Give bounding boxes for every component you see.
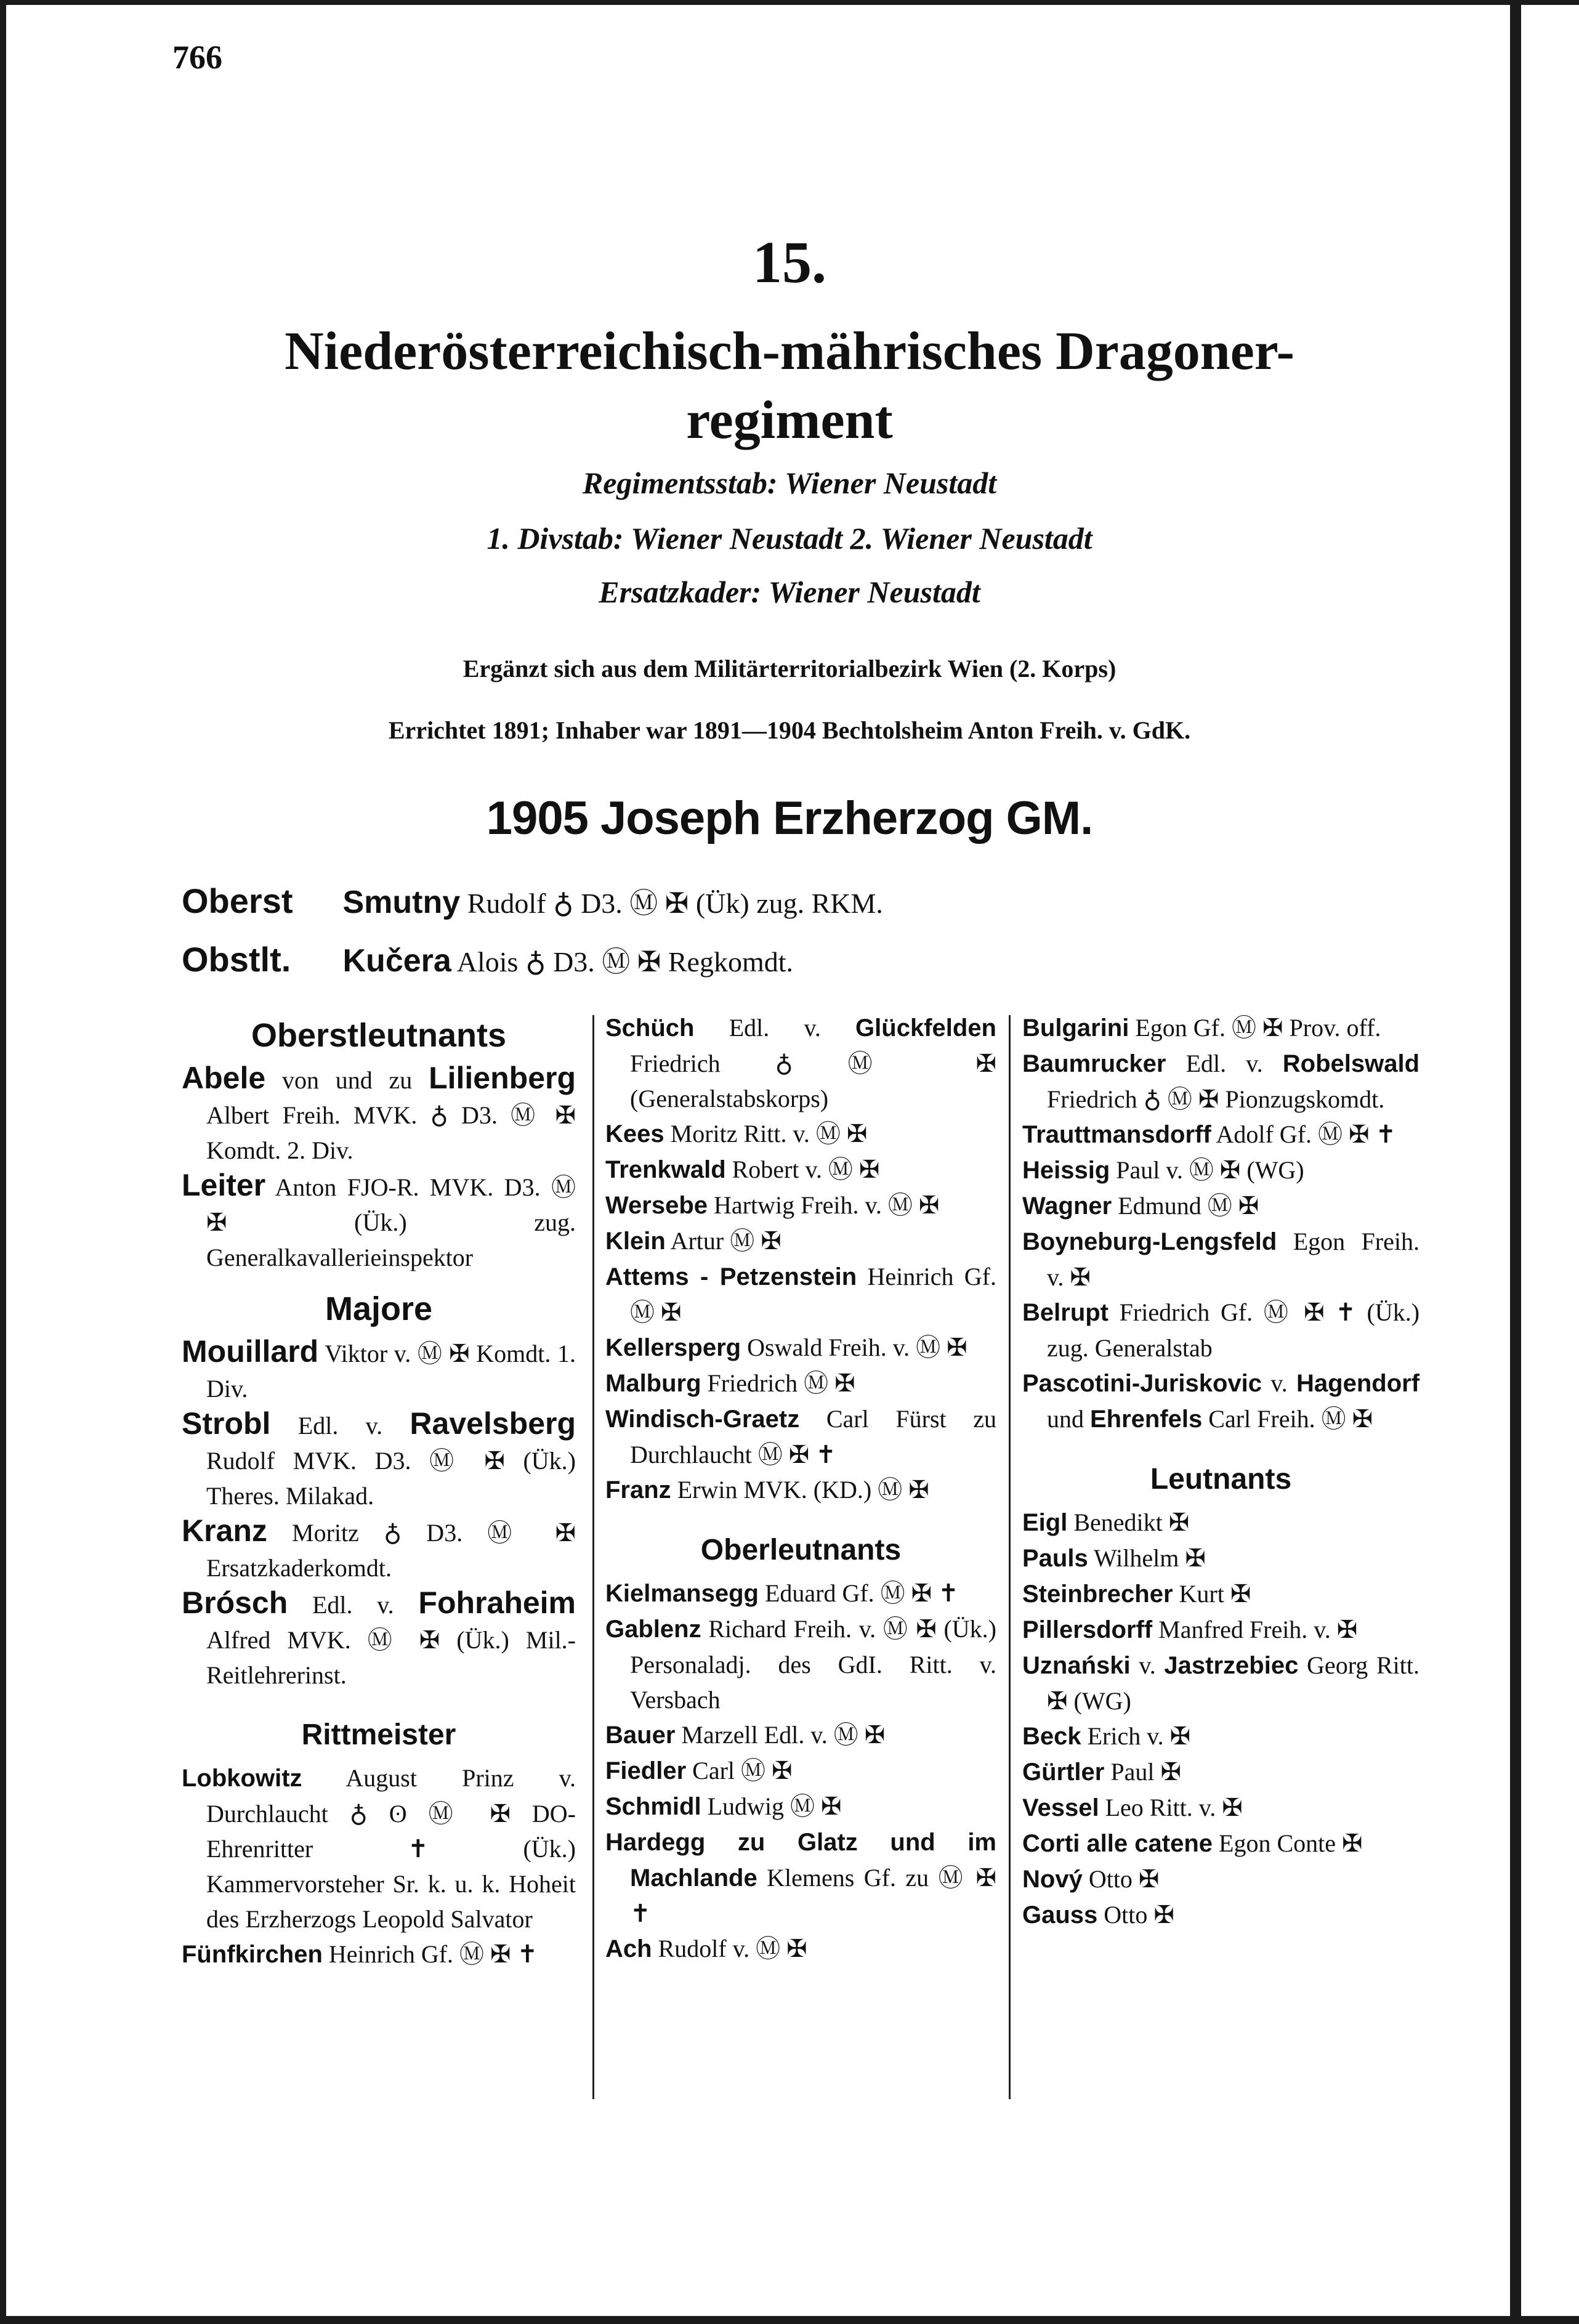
officer-entry: [1022, 1046, 1419, 1117]
commander-row: [182, 939, 793, 980]
officer-details: Moritz ♁ D3. Ⓜ ✠ Ersatzkaderkomdt.: [206, 1519, 576, 1582]
officer-details: Edl. v.: [1185, 1050, 1263, 1077]
section-heading-majore: Majore: [325, 1290, 433, 1327]
column-middle: [605, 1010, 996, 1967]
officer-name: Lobkowitz: [182, 1765, 302, 1792]
ersatzkader-line: Ersatzkader: Wiener Neustadt: [599, 575, 980, 609]
officer-entry: [1022, 1152, 1419, 1188]
officer-entry: [1022, 1117, 1419, 1152]
section-heading-oberstleutnants: Oberstleutnants: [251, 1017, 507, 1054]
officer-details: Edmund Ⓜ ✠: [1118, 1192, 1259, 1220]
page-number: 766: [172, 39, 222, 76]
officer-entry: [1022, 1188, 1419, 1224]
officer-entry: [605, 1789, 996, 1824]
officer-entry: [605, 1259, 996, 1330]
officer-entry: [605, 1611, 996, 1717]
officer-entry: [605, 1576, 996, 1611]
officer-details: Manfred Freih. v. ✠: [1158, 1616, 1358, 1643]
officer-entry: [182, 1513, 576, 1585]
officer-entry: [1022, 1754, 1419, 1790]
officer-name: Gürtler: [1022, 1759, 1105, 1786]
officer-name: Kellersperg: [605, 1334, 741, 1361]
officer-entry: [1022, 1010, 1419, 1046]
officer-name: Fohraheim: [418, 1585, 576, 1620]
regiment-number: 15.: [753, 229, 826, 295]
officer-name: Bulgarini: [1022, 1014, 1129, 1042]
officer-details: Edl. v.: [729, 1014, 821, 1042]
commander-row: [182, 881, 883, 921]
officer-details: und: [1047, 1405, 1084, 1433]
officer-name: Baumrucker: [1022, 1050, 1166, 1077]
officer-details: Artur Ⓜ ✠: [670, 1227, 781, 1255]
officer-entry: [605, 1116, 996, 1152]
officer-entry: [605, 1472, 996, 1508]
officer-name: Pillersdorff: [1022, 1616, 1153, 1643]
officer-name: Gablenz: [605, 1616, 701, 1643]
officer-name: Vessel: [1022, 1794, 1099, 1821]
officer-name: Schüch: [605, 1014, 695, 1042]
officer-details: Ludwig Ⓜ ✠: [707, 1792, 842, 1820]
officer-entry: [182, 1760, 576, 1937]
commander-rank: Oberst: [182, 881, 293, 920]
officer-entry: [605, 1824, 996, 1931]
officer-entry: [1022, 1826, 1419, 1861]
officer-details: Otto ✠: [1104, 1901, 1174, 1929]
officer-details: Friedrich ♁ Ⓜ ✠ (Generalstabskorps): [630, 1050, 996, 1112]
officer-name: Brósch: [182, 1585, 288, 1620]
commander-details: Rudolf ♁ D3. Ⓜ ✠ (Ük) zug. RKM.: [467, 888, 883, 919]
officer-name: Uznański: [1022, 1652, 1131, 1679]
regimentsstab-line: Regimentsstab: Wiener Neustadt: [582, 466, 997, 500]
officer-entry: [1022, 1790, 1419, 1826]
officer-details: Hartwig Freih. v. Ⓜ ✠: [714, 1191, 940, 1219]
officer-details: Moritz Ritt. v. Ⓜ ✠: [670, 1120, 868, 1148]
officer-name: Mouillard: [182, 1334, 319, 1369]
officer-details: Friedrich Ⓜ ✠: [707, 1369, 855, 1397]
title-line-1: Niederösterreichisch-mährisches Dragoner-: [285, 322, 1294, 381]
officer-details: Rudolf v. Ⓜ ✠: [658, 1935, 807, 1962]
officer-entry: [605, 1717, 996, 1753]
officer-name: Pascotini-Juriskovic: [1022, 1370, 1262, 1397]
errichtet-line: Errichtet 1891; Inhaber war 1891—1904 Bechtolsheim Anton Freih. v. GdK.: [388, 716, 1191, 744]
officer-details: Alfred MVK. Ⓜ ✠ (Ük.) Mil.-Reitlehrerinst.: [206, 1626, 576, 1689]
officer-details: Friedrich Gf. Ⓜ ✠ ✝ (Ük.) zug. Generalstab: [1047, 1298, 1420, 1362]
officer-name: Corti alle catene: [1022, 1830, 1213, 1857]
officer-details: Kurt ✠: [1179, 1580, 1251, 1608]
officer-name: Kielmansegg: [605, 1580, 759, 1607]
officer-details: Erwin MVK. (KD.) Ⓜ ✠: [677, 1476, 929, 1504]
officer-name: Ach: [605, 1935, 652, 1962]
officer-entry: [1022, 1224, 1419, 1295]
officer-entry: [1022, 1719, 1419, 1754]
officer-name: Franz: [605, 1476, 671, 1504]
officer-entry: [1022, 1861, 1419, 1897]
officer-name: Bauer: [605, 1722, 676, 1749]
officer-details: August Prinz v. Durchlaucht ♁ ʘ Ⓜ ✠ DO-Ehrenritter ✝ (Ük.) Kammervorsteher Sr. k. u. k. Hoheit des Erzherzogs Leopold Salvator: [206, 1764, 576, 1933]
commander-rank: Obstlt.: [182, 940, 291, 979]
officer-details: Oswald Freih. v. Ⓜ ✠: [747, 1334, 967, 1361]
title-line-2: regiment: [686, 391, 893, 450]
regiment-title: [0, 317, 1579, 455]
officer-name: Trauttmansdorff: [1022, 1121, 1211, 1148]
officer-details: Paul ✠: [1110, 1758, 1181, 1786]
officer-entry: [182, 1937, 576, 1972]
officer-name: Belrupt: [1022, 1299, 1109, 1326]
officer-details: Carl Ⓜ ✠: [692, 1757, 793, 1784]
officer-entry: [605, 1753, 996, 1789]
officer-details: Richard Freih. v. Ⓜ ✠ (Ük.) Personaladj. des GdI. Ritt. v. Versbach: [630, 1615, 997, 1714]
officer-details: von und zu: [281, 1066, 413, 1094]
section-heading-leutnants: Leutnants: [1150, 1463, 1292, 1496]
officer-name: Jastrzebiec: [1164, 1652, 1299, 1679]
officer-entry: [1022, 1366, 1419, 1437]
officer-name: Hagendorf: [1296, 1370, 1420, 1397]
officer-details: v.: [1270, 1369, 1288, 1397]
officer-details: Heinrich Gf. Ⓜ ✠: [630, 1263, 997, 1326]
section-heading-rittmeister: Rittmeister: [301, 1719, 456, 1751]
officer-details: Albert Freih. MVK. ♁ D3. Ⓜ ✠ Komdt. 2. Div.: [206, 1101, 576, 1164]
column-left: [182, 1010, 576, 1972]
officer-details: Wilhelm ✠: [1094, 1544, 1206, 1572]
officer-details: Carl Fürst zu Durchlaucht Ⓜ ✠ ✝: [630, 1405, 997, 1468]
officer-entry: [1022, 1505, 1419, 1541]
scan-border-top: [0, 0, 1579, 5]
officer-name: Boyneburg-Lengsfeld: [1022, 1228, 1277, 1255]
officer-name: Ravelsberg: [410, 1406, 576, 1441]
officer-details: Georg Ritt. ✠ (WG): [1047, 1651, 1420, 1715]
officer-name: Trenkwald: [605, 1156, 726, 1183]
officer-details: Egon Conte ✠: [1219, 1829, 1363, 1857]
officer-details: Edl. v.: [312, 1591, 394, 1619]
officer-name: Klein: [605, 1228, 666, 1255]
officer-details: Benedikt ✠: [1073, 1508, 1190, 1536]
officer-entry: [1022, 1648, 1419, 1719]
officer-entry: [1022, 1897, 1419, 1933]
officer-name: Malburg: [605, 1370, 701, 1397]
ergaenzt-line: Ergänzt sich aus dem Militärterritorialbezirk Wien (2. Korps): [462, 655, 1117, 682]
officer-name: Leiter: [182, 1168, 266, 1202]
officer-name: Lilienberg: [429, 1061, 576, 1095]
officer-details: Adolf Gf. Ⓜ ✠ ✝: [1216, 1120, 1397, 1148]
officer-details: Rudolf MVK. D3. Ⓜ ✠ (Ük.) Theres. Milakad.: [206, 1447, 576, 1510]
officer-details: Marzell Edl. v. Ⓜ ✠: [681, 1721, 886, 1749]
officer-details: Eduard Gf. Ⓜ ✠ ✝: [764, 1579, 959, 1607]
officer-name: Pauls: [1022, 1545, 1088, 1572]
officer-details: Carl Freih. Ⓜ ✠: [1208, 1405, 1373, 1433]
officer-entry: [182, 1334, 576, 1406]
officer-entry: [1022, 1612, 1419, 1648]
officer-name: Steinbrecher: [1022, 1581, 1173, 1608]
officer-name: Fiedler: [605, 1757, 687, 1784]
officer-entry: [605, 1330, 996, 1366]
officer-entry: [182, 1406, 576, 1513]
officer-details: Viktor v. Ⓜ ✠ Komdt. 1. Div.: [206, 1340, 576, 1403]
inhaber-line: 1905 Joseph Erzherzog GM.: [486, 792, 1093, 844]
officer-details: Erich v. ✠: [1087, 1722, 1191, 1750]
officer-details: Edl. v.: [297, 1412, 383, 1439]
officer-entry: [605, 1223, 996, 1259]
officer-details: Klemens Gf. zu Ⓜ ✠ ✝: [630, 1864, 996, 1927]
officer-entry: [182, 1168, 576, 1275]
officer-name: Wagner: [1022, 1192, 1112, 1220]
officer-details: Paul v. Ⓜ ✠ (WG): [1116, 1156, 1304, 1184]
commander-name: Kučera: [342, 943, 451, 979]
officer-name: Nový: [1022, 1866, 1083, 1893]
officer-entry: [1022, 1541, 1419, 1576]
officer-name: Kranz: [182, 1513, 267, 1548]
officer-details: Anton FJO-R. MVK. D3. Ⓜ ✠ (Ük.) zug. Generalkavallerieinspektor: [206, 1173, 576, 1271]
officer-entry: [605, 1401, 996, 1472]
officer-name: Schmidl: [605, 1793, 701, 1820]
officer-entry: [605, 1188, 996, 1223]
officer-name: Beck: [1022, 1723, 1081, 1750]
scan-border-bottom: [0, 2316, 1579, 2324]
officer-entry: [1022, 1295, 1419, 1366]
officer-name: Wersebe: [605, 1192, 708, 1219]
officer-name: Hardegg zu Glatz und im Machlande: [605, 1829, 996, 1892]
officer-name: Heissig: [1022, 1157, 1110, 1184]
officer-details: Heinrich Gf. Ⓜ ✠ ✝: [328, 1940, 538, 1968]
officer-name: Glückfelden: [855, 1014, 996, 1042]
officer-name: Windisch-Graetz: [605, 1406, 800, 1433]
column-divider: [592, 1015, 594, 2099]
officer-entry: [182, 1585, 576, 1693]
officer-details: Otto ✠: [1088, 1865, 1160, 1893]
officer-name: Attems - Petzenstein: [605, 1263, 857, 1290]
section-heading-oberleutnants: Oberleutnants: [700, 1534, 902, 1566]
officer-entry: [605, 1010, 996, 1116]
officer-name: Abele: [182, 1061, 266, 1095]
divstab-line: 1. Divstab: Wiener Neustadt 2. Wiener Neustadt: [487, 521, 1092, 556]
officer-details: Leo Ritt. v. ✠: [1105, 1794, 1243, 1821]
officer-details: Egon Gf. Ⓜ ✠ Prov. off.: [1135, 1014, 1381, 1042]
officer-entry: [182, 1061, 576, 1168]
officer-details: v.: [1139, 1651, 1156, 1679]
officer-name: Strobl: [182, 1406, 271, 1441]
column-right: [1022, 1010, 1419, 1933]
commander-name: Smutny: [342, 885, 461, 920]
officer-details: Egon Freih. v. ✠: [1047, 1228, 1419, 1291]
officer-name: Robelswald: [1282, 1050, 1420, 1077]
officer-details: Robert v. Ⓜ ✠: [732, 1156, 880, 1183]
officer-entry: [605, 1931, 996, 1967]
officer-entry: [1022, 1576, 1419, 1612]
officer-details: Friedrich ♁ Ⓜ ✠ Pionzugskomdt.: [1047, 1085, 1385, 1113]
column-divider: [1009, 1015, 1011, 2099]
officer-name: Fünfkirchen: [182, 1941, 323, 1968]
officer-name: Gauss: [1022, 1901, 1098, 1929]
commander-details: Alois ♁ D3. Ⓜ ✠ Regkomdt.: [456, 946, 794, 978]
officer-entry: [605, 1152, 996, 1188]
officer-name: Ehrenfels: [1090, 1406, 1203, 1433]
officer-entry: [605, 1366, 996, 1401]
officer-name: Eigl: [1022, 1509, 1068, 1536]
officer-name: Kees: [605, 1120, 664, 1148]
